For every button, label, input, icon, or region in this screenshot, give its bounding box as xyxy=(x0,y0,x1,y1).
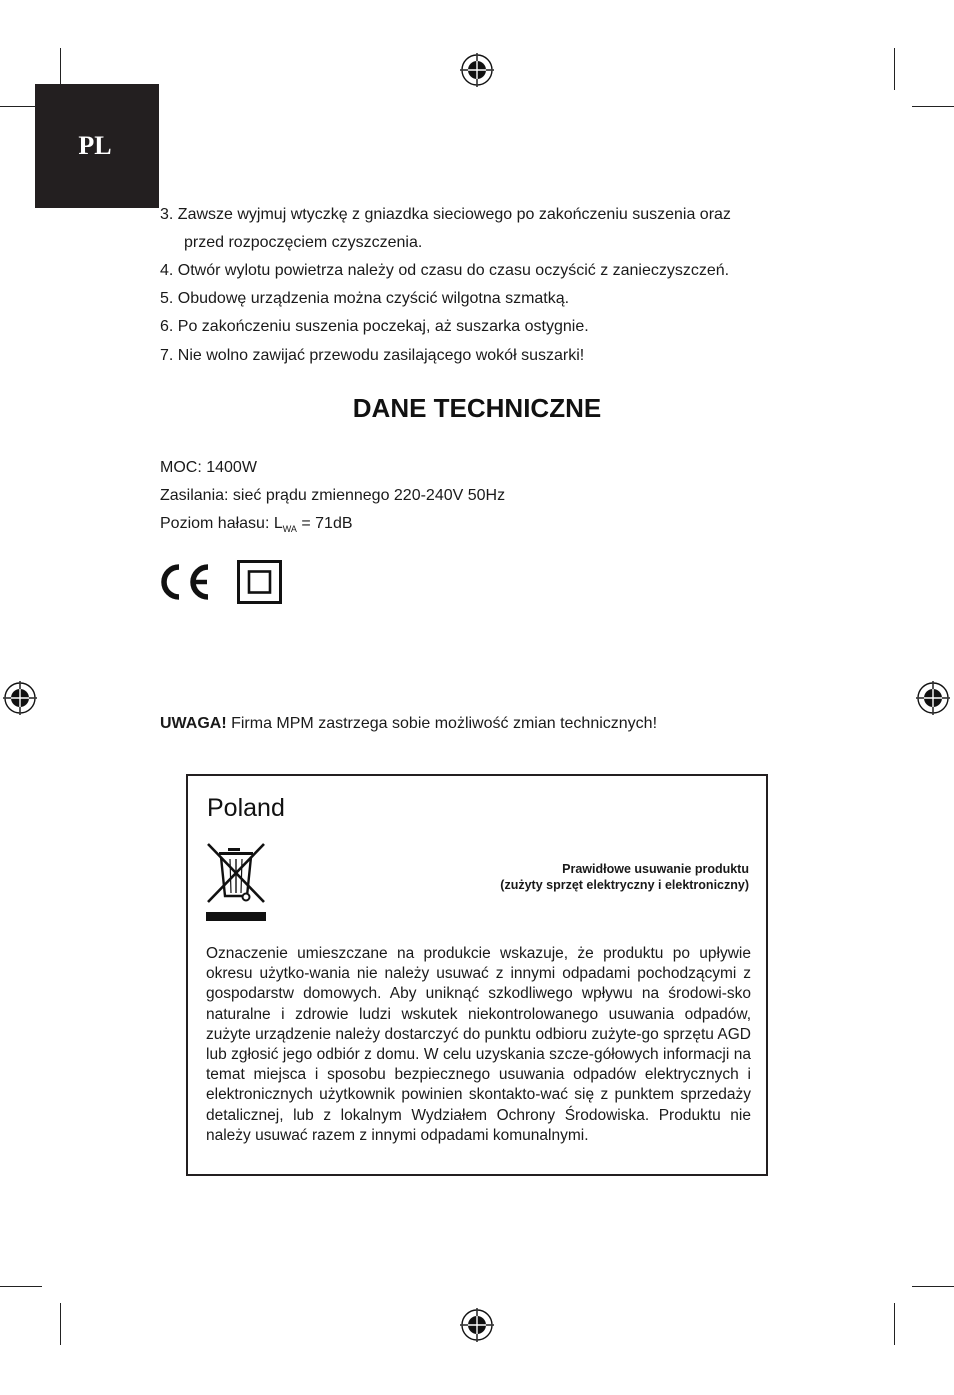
crop-mark xyxy=(894,48,895,90)
spec-noise-subscript: WA xyxy=(282,524,297,534)
list-item: 3. Zawsze wyjmuj wtyczkę z gniazdka sieciowego po zakończeniu suszenia oraz xyxy=(160,206,731,223)
registration-mark-icon xyxy=(460,1308,494,1342)
warning-text: Firma MPM zastrzega sobie możliwość zmian technicznych! xyxy=(226,715,658,732)
crop-mark xyxy=(0,1286,42,1287)
spec-noise xyxy=(160,514,353,534)
list-item: 6. Po zakończeniu suszenia poczekaj, aż suszarka ostygnie. xyxy=(160,318,589,335)
spec-power: MOC: 1400W xyxy=(160,459,257,476)
warning-note xyxy=(160,714,657,734)
double-insulation-icon xyxy=(237,560,282,604)
registration-mark-icon xyxy=(460,53,494,87)
crop-mark xyxy=(894,1303,895,1345)
spec-noise-label: Poziom hałasu: L xyxy=(160,515,283,532)
list-item: 5. Obudowę urządzenia można czyścić wilgotna szmatką. xyxy=(160,290,570,307)
ce-mark-icon xyxy=(155,563,213,601)
list-item-continuation: przed rozpoczęciem czyszczenia. xyxy=(184,234,423,251)
list-item: 7. Nie wolno zawijać przewodu zasilającego wokół suszarki! xyxy=(160,347,585,364)
crop-mark xyxy=(60,1303,61,1345)
crop-mark xyxy=(912,106,954,107)
disposal-heading-line2: (zużyty sprzęt elektryczny i elektroniczny) xyxy=(500,878,749,892)
disposal-heading xyxy=(389,861,749,893)
language-tab: PL xyxy=(35,84,159,208)
warning-label: UWAGA! xyxy=(160,715,227,732)
crossed-out-wheelie-bin-icon xyxy=(206,842,270,922)
spec-supply: Zasilania: sieć prądu zmiennego 220-240V 50Hz xyxy=(160,487,506,504)
registration-mark-icon xyxy=(916,681,950,715)
crop-mark xyxy=(912,1286,954,1287)
disposal-paragraph: Oznaczenie umieszczane na produkcie wskazuje, że produktu po upływie okresu użytko-wania nie należy usuwać z innymi odpadami pochodzącymi z gospodarstw domowych. Aby uniknąć szkodliwego wpływu na środowi-sko naturalne i zdrowie ludzi wskutek niekontrolowanego usuwania odpadów, zużyte urządzenie należy dostarczyć do punktu odbioru zużyte-go sprzętu AGD lub zgłosić jego odbiór z domu. W celu uzyskania szcze-gółowych informacji na temat miejsca i sposobu bezpiecznego usuwania odpadów elektrycznych i elektronicznych użytkownik powinien skontakto-wać się z punktem sprzedaży detalicznej, lub z lokalnym Wydziałem Ochrony Środowiska. Produktu nie należy usuwać razem z innymi odpadami komunalnymi. xyxy=(206,945,751,1144)
section-heading: DANE TECHNICZNE xyxy=(352,393,602,423)
box-country-title: Poland xyxy=(207,794,285,822)
list-item: 4. Otwór wylotu powietrza należy od czasu do czasu oczyścić z zanieczyszczeń. xyxy=(160,262,730,279)
weee-disposal-box xyxy=(186,774,768,1176)
spec-noise-value: = 71dB xyxy=(296,515,353,532)
registration-mark-icon xyxy=(3,681,37,715)
disposal-heading-line1: Prawidłowe usuwanie produktu xyxy=(562,862,749,876)
